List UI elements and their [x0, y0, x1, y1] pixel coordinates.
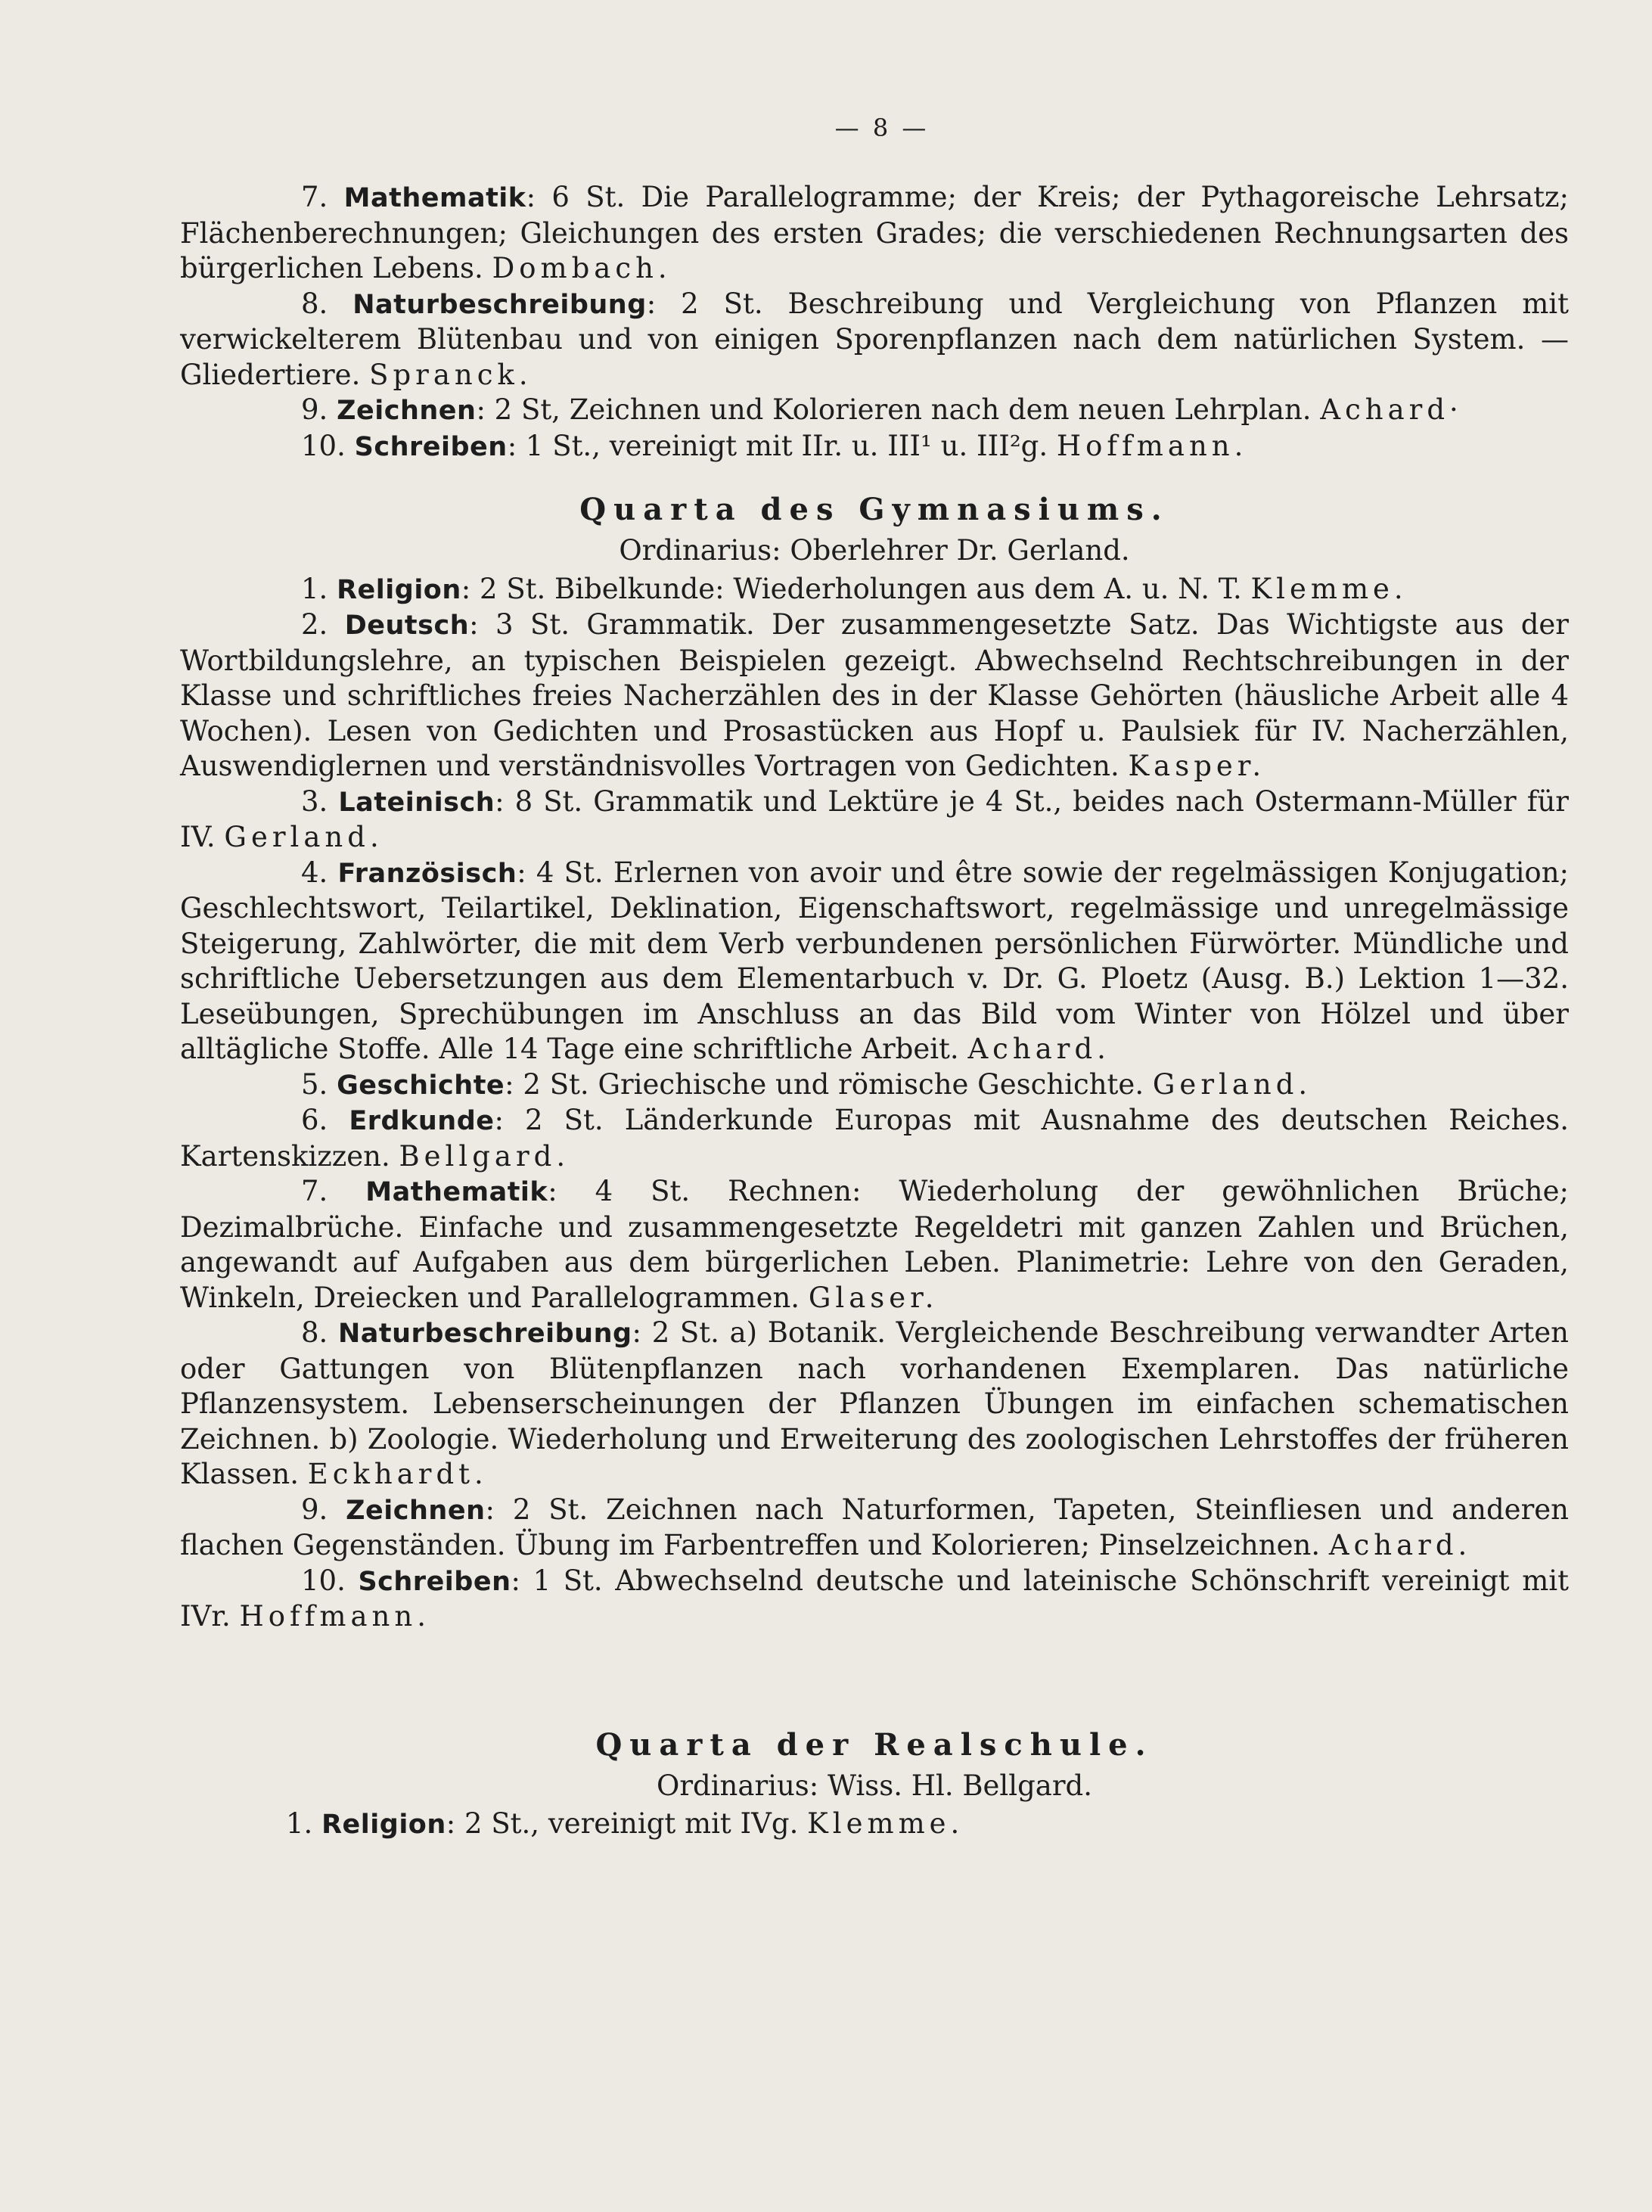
subject-label: Deutsch [344, 610, 470, 641]
entry-deutsch: 2. Deutsch: 3 St. Grammatik. Der zusammengesetzte Satz. Das Wichtigste aus der Wortbildungslehre, an typischen Beispielen gezeigt. Abwechselnd Rechtschreibungen in der Klasse und schriftliches freies Nacherzählen des in der Klasse Gehörten (häusliche Arbeit alle 4 Wochen). Lesen von Gedichten und Prosastücken aus Hopf u. Paulsiek für IV. Nacherzählen, Auswendiglernen und verständnisvolles Vortragen von Gedichten. Kasper. [180, 608, 1569, 782]
entry-mathematik: 7. Mathematik: 6 St. Die Parallelogramme; der Kreis; der Pythagoreische Lehrsatz; Flächenberechnungen; Gleichungen des ersten Grades; die verschiedenen Rechnungsarten des bürgerlichen Lebens. Dombach. [180, 181, 1569, 284]
entry-zeichnen: 9. Zeichnen: 2 St, Zeichnen und Kolorieren nach dem neuen Lehrplan. Achard· [301, 393, 1463, 426]
subject-label: Erdkunde [349, 1106, 495, 1136]
entry-religion: 1. Religion: 2 St., vereinigt mit IVg. Klemme. [286, 1807, 964, 1840]
section-continuation [180, 180, 1569, 464]
entry-text: 2 St. Länderkunde Europas mit Ausnahme des deutschen Reiches. Kartenskizzen. [180, 1104, 1569, 1173]
teacher-name: Hoffmann. [1056, 429, 1248, 462]
subject-label: Schreiben [358, 1566, 511, 1597]
teacher-name: Klemme. [1250, 572, 1408, 605]
teacher-name: Spranck. [369, 358, 533, 391]
teacher-name: Achard· [1320, 393, 1463, 426]
section-heading: Quarta des Gymnasiums. [579, 492, 1169, 527]
section-quarta-realschule [180, 1727, 1569, 1843]
subject-label: Mathematik [365, 1177, 548, 1207]
ordinarius-line: Ordinarius: Wiss. Hl. Bellgard. [657, 1769, 1092, 1802]
teacher-name: Gerland. [224, 821, 384, 853]
teacher-name: Bellgard. [399, 1139, 570, 1173]
teacher-name: Achard. [1328, 1529, 1472, 1561]
subject-label: Lateinisch [338, 787, 495, 818]
section-quarta-gymnasium [180, 492, 1569, 1635]
teacher-name: Dombach. [492, 252, 672, 284]
subject-label: Mathematik [343, 183, 526, 213]
section-spacer [180, 1635, 1569, 1700]
entry-schreiben: 10. Schreiben: 1 St. Abwechselnd deutsche und lateinische Schönschrift vereinigt mit IVr. Hoffmann. [180, 1564, 1570, 1633]
entry-text: 4 St. Erlernen von avoir und être sowie der regelmässigen Konjugation; Geschlechtswort, Teilartikel, Deklination, Eigenschaftswort, regelmässige und unregelmässige Steigerung, Zahlwörter, die mit dem Verb verbundenen persönlichen Fürwörter. Mündliche und schriftliche Uebersetzungen aus dem Elementarbuch v. Dr. G. Ploetz (Ausg. B.) Lektion 1—32. Leseübungen, Sprechübungen im Anschluss an das Bild vom Winter von Hölzel und über alltägliche Stoffe. Alle 14 Tage eine schriftliche Arbeit. [180, 856, 1570, 1065]
entry-franzoesisch: 4. Französisch: 4 St. Erlernen von avoir und être sowie der regelmässigen Konjugation; Geschlechtswort, Teilartikel, Deklination, Eigenschaftswort, regelmässige und unregelmässige Steigerung, Zahlwörter, die mit dem Verb verbundenen persönlichen Fürwörter. Mündliche und schriftliche Uebersetzungen aus dem Elementarbuch v. Dr. G. Ploetz (Ausg. B.) Lektion 1—32. Leseübungen, Sprechübungen im Anschluss an das Bild vom Winter von Hölzel und über alltägliche Stoffe. Alle 14 Tage eine schriftliche Arbeit. Achard. [180, 856, 1570, 1065]
entry-text: 2 St., vereinigt mit IVg. [455, 1807, 808, 1840]
entry-mathematik: 7. Mathematik: 4 St. Rechnen: Wiederholung der gewöhnlichen Brüche; Dezimalbrüche. Einfache und zusammengesetzte Regeldetri mit ganzen Zahlen und Brüchen, angewandt auf Aufgaben aus dem bürgerlichen Leben. Planimetrie: Lehre von den Geraden, Winkeln, Dreiecken und Parallelogrammen. Glaser. [180, 1175, 1569, 1314]
entry-geschichte: 5. Geschichte: 2 St. Griechische und römische Geschichte. Gerland. [301, 1067, 1312, 1101]
teacher-name: Kasper. [1128, 750, 1266, 782]
entry-text: 2 St. Beschreibung und Vergleichung von Pflanzen mit verwickelterem Blütenbau und von einigen Sporenpflanzen nach dem natürlichen System. — Gliedertiere. [180, 287, 1569, 391]
entry-text: 2 St. a) Botanik. Vergleichende Beschreibung verwandter Arten oder Gattungen von Blütenpflanzen nach vorhandenen Exemplaren. Das natürliche Pflanzensystem. Lebenserscheinungen der Pflanzen Übungen im einfachen schematischen Zeichnen. b) Zoologie. Wiederholung und Erweiterung des zoologischen Lehrstoffes der früheren Klassen. [180, 1316, 1569, 1490]
subject-label: Zeichnen [337, 396, 477, 426]
teacher-name: Glaser. [808, 1281, 939, 1314]
section-heading: Quarta der Realschule. [595, 1726, 1154, 1763]
entry-zeichnen: 9. Zeichnen: 2 St. Zeichnen nach Naturformen, Tapeten, Steinfliesen und anderen flachen Gegenständen. Übung im Farbentreffen und Kolorieren; Pinselzeichnen. Achard. [180, 1493, 1569, 1561]
teacher-name: Eckhardt. [307, 1458, 488, 1490]
entry-lateinisch: 3. Lateinisch: 8 St. Grammatik und Lektüre je 4 St., beides nach Ostermann-Müller für IV. Gerland. [180, 784, 1569, 853]
entry-naturbeschreibung: 8. Naturbeschreibung: 2 St. Beschreibung und Vergleichung von Pflanzen mit verwickelterem Blütenbau und von einigen Sporenpflanzen nach dem natürlichen System. — Gliedertiere. Spranck. [180, 287, 1569, 391]
subject-label: Naturbeschreibung [352, 289, 647, 320]
entry-text: 1 St., vereinigt mit IIr. u. III¹ u. III²g. [517, 429, 1057, 462]
teacher-name: Achard. [967, 1033, 1110, 1065]
entry-schreiben: 10. Schreiben: 1 St., vereinigt mit IIr. u. III¹ u. III²g. Hoffmann. [301, 429, 1248, 462]
teacher-name: Hoffmann. [239, 1600, 430, 1633]
subject-label: Französisch [337, 858, 517, 889]
teacher-name: Klemme. [807, 1807, 964, 1840]
entry-text: 8 St. Grammatik und Lektüre je 4 St., beides nach Ostermann-Müller für IV. [180, 784, 1569, 853]
entry-text: 3 St. Grammatik. Der zusammengesetzte Satz. Das Wichtigste aus der Wortbildungslehre, an typischen Beispielen gezeigt. Abwechselnd Rechtschreibungen in der Klasse und schriftliches freies Nacherzählen des in der Klasse Gehörten (häusliche Arbeit alle 4 Wochen). Lesen von Gedichten und Prosastücken aus Hopf u. Paulsiek für IV. Nacherzählen, Auswendiglernen und verständnisvolles Vortragen von Gedichten. [180, 608, 1569, 782]
teacher-name: Gerland. [1152, 1067, 1312, 1101]
page-number: — 8 — [834, 113, 930, 142]
entry-text: 1 St. Abwechselnd deutsche und lateinische Schönschrift vereinigt mit IVr. [180, 1564, 1570, 1633]
entry-text: 6 St. Die Parallelogramme; der Kreis; der Pythagoreische Lehrsatz; Flächenberechnungen; Gleichungen des ersten Grades; die verschiedenen Rechnungsarten des bürgerlichen Lebens. [180, 181, 1569, 284]
entry-text: 2 St, Zeichnen und Kolorieren nach dem neuen Lehrplan. [485, 393, 1321, 426]
entry-naturbeschreibung: 8. Naturbeschreibung: 2 St. a) Botanik. Vergleichende Beschreibung verwandter Arten oder Gattungen von Blütenpflanzen nach vorhandenen Exemplaren. Das natürliche Pflanzensystem. Lebenserscheinungen der Pflanzen Übungen im einfachen schematischen Zeichnen. b) Zoologie. Wiederholung und Erweiterung des zoologischen Lehrstoffes der früheren Klassen. Eckhardt. [180, 1316, 1569, 1490]
entry-text: 2 St. Bibelkunde: Wiederholungen aus dem A. u. N. T. [470, 572, 1251, 605]
subject-label: Religion [337, 574, 461, 605]
subject-label: Religion [321, 1810, 446, 1840]
entry-text: 2 St. Griechische und römische Geschichte. [514, 1067, 1153, 1101]
subject-label: Schreiben [354, 431, 508, 462]
entry-erdkunde: 6. Erdkunde: 2 St. Länderkunde Europas mit Ausnahme des deutschen Reiches. Kartenskizzen. Bellgard. [180, 1104, 1569, 1173]
subject-label: Geschichte [337, 1070, 505, 1101]
subject-label: Naturbeschreibung [338, 1319, 632, 1349]
ordinarius-line: Ordinarius: Oberlehrer Dr. Gerland. [619, 534, 1130, 567]
entry-text: 4 St. Rechnen: Wiederholung der gewöhnlichen Brüche; Dezimalbrüche. Einfache und zusammengesetzte Regeldetri mit ganzen Zahlen und Brüchen, angewandt auf Aufgaben aus dem bürgerlichen Leben. Planimetrie: Lehre von den Geraden, Winkeln, Dreiecken und Parallelogrammen. [180, 1175, 1569, 1314]
entry-text: 2 St. Zeichnen nach Naturformen, Tapeten, Steinfliesen und anderen flachen Gegenständen. Übung im Farbentreffen und Kolorieren; Pinselzeichnen. [180, 1493, 1569, 1561]
entry-religion: 1. Religion: 2 St. Bibelkunde: Wiederholungen aus dem A. u. N. T. Klemme. [301, 572, 1408, 605]
subject-label: Zeichnen [346, 1495, 486, 1526]
